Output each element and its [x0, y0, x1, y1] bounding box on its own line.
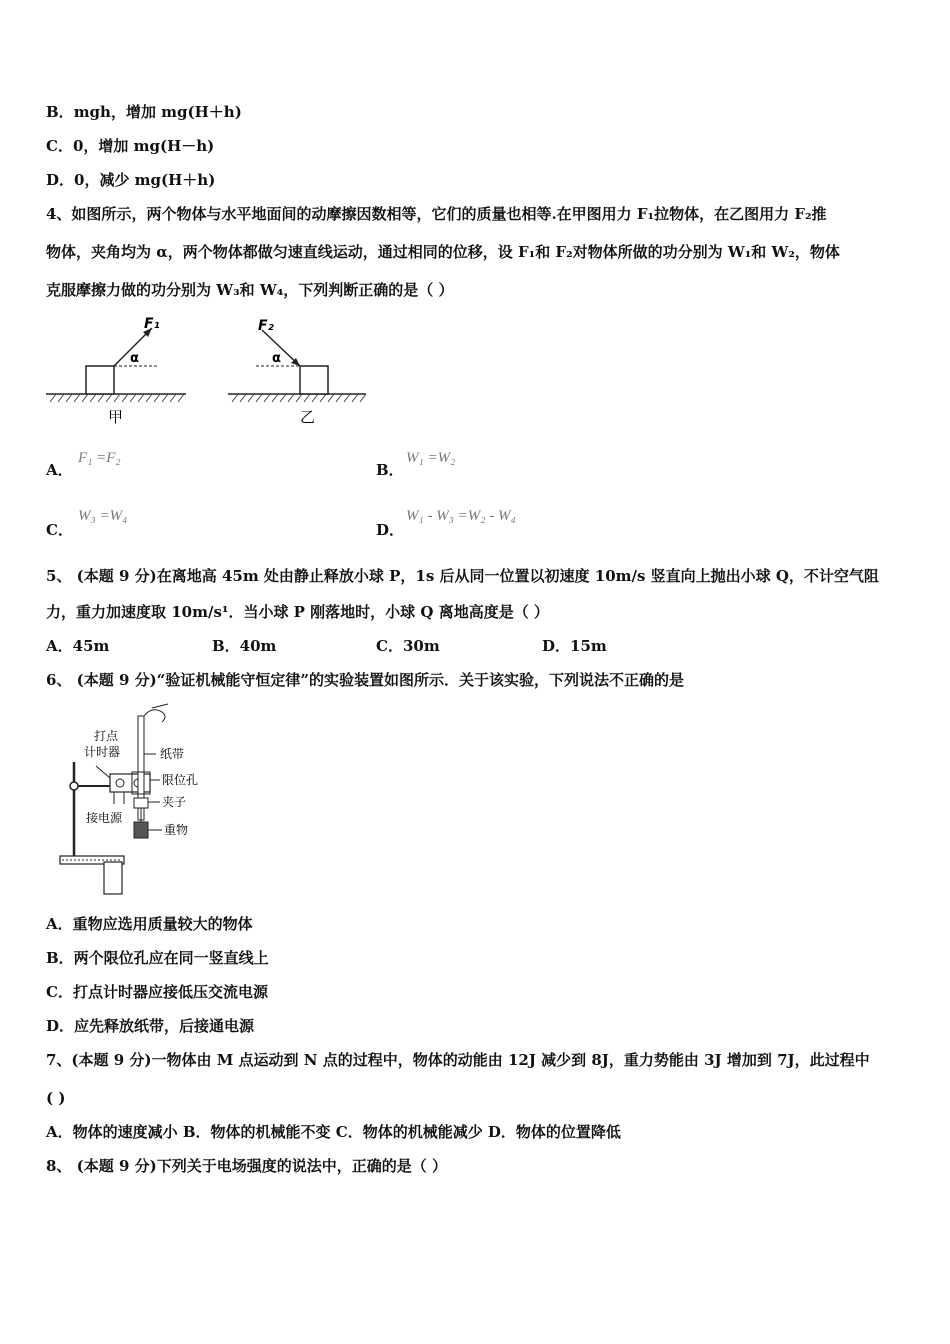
right-angle-label: α	[272, 351, 281, 366]
f2-label: F₂	[258, 318, 274, 334]
power-label: 接电源	[86, 811, 123, 825]
q3-option-c	[46, 136, 214, 156]
q4-option-c-label: C．	[46, 521, 73, 539]
q5-stem-line1: 5、 (本题 9 分)在离地高 45m 处由静止释放小球 P，1s 后从同一位置以初速度 10m/s 竖直向上抛出小球 Q，不计空气阻	[46, 567, 879, 585]
q6-option-c: C．打点计时器应接低压交流电源	[46, 983, 268, 1001]
q4-option-d-label: D．	[376, 521, 405, 539]
q4-option-b-formula: W₁ =W₂	[406, 450, 456, 466]
q5-option-b: B．40m	[212, 637, 277, 655]
left-caption: 甲	[108, 408, 124, 426]
q5-option-c: C．30m	[376, 637, 440, 655]
q5-option-a: A．45m	[46, 637, 110, 655]
q6-option-a: A．重物应选用质量较大的物体	[46, 915, 253, 933]
tape-label: 纸带	[160, 747, 185, 761]
q5-stem-line2: 力，重力加速度取 10m/s¹．当小球 P 刚落地时，小球 Q 离地高度是（ ）	[46, 603, 549, 621]
q4-option-b-label: B．	[376, 461, 404, 479]
q3-option-b-text: mgh，增加 mg(H＋h)	[73, 103, 242, 121]
q6-stem-line1: 6、 (本题 9 分)“验证机械能守恒定律”的实验装置如图所示．关于该实验，下列说法不正确的是	[46, 671, 684, 689]
timer-label-line1: 打点	[94, 729, 119, 743]
q6-option-d: D．应先释放纸带，后接通电源	[46, 1017, 255, 1035]
q7-options: A．物体的速度减小 B．物体的机械能不变 C．物体的机械能减少 D．物体的位置降低	[46, 1123, 621, 1141]
weight-label: 重物	[164, 823, 189, 837]
left-angle-label: α	[130, 351, 139, 366]
q3-option-c-text: 0，增加 mg(H－h)	[72, 137, 215, 155]
q7-stem-line2: ( )	[46, 1089, 66, 1107]
right-block	[300, 366, 328, 394]
q6-apparatus-figure	[44, 700, 214, 896]
left-block	[86, 366, 114, 394]
right-caption: 乙	[300, 408, 316, 426]
q3-option-b	[46, 102, 242, 122]
q4-force-figure	[40, 308, 380, 430]
q3-option-d	[46, 170, 215, 190]
q3-option-c-label: C．	[46, 137, 73, 155]
f1-label: F₁	[144, 316, 160, 332]
q4-stem-line2: 物体，夹角均为 α，两个物体都做匀速直线运动，通过相同的位移，设 F₁和 F₂对物体所做的功分别为 W₁和 W₂，物体	[46, 243, 840, 261]
hole-label: 限位孔	[162, 773, 199, 787]
q5-option-d: D．15m	[542, 637, 607, 655]
q3-option-d-label: D．	[46, 171, 75, 189]
timer-label-line2: 计时器	[84, 745, 121, 759]
q8-stem-line1: 8、 (本题 9 分)下列关于电场强度的说法中，正确的是（ ）	[46, 1157, 447, 1175]
q6-option-b: B．两个限位孔应在同一竖直线上	[46, 949, 269, 967]
q4-stem-line3: 克服摩擦力做的功分别为 W₃和 W₄，下列判断正确的是（ ）	[46, 281, 454, 299]
q4-option-d-formula: W₁ - W₃ =W₂ - W₄	[406, 508, 516, 524]
clip-label: 夹子	[162, 795, 187, 809]
q3-option-b-label: B．	[46, 103, 74, 121]
q3-option-d-text: 0，减少 mg(H＋h)	[74, 171, 216, 189]
q4-option-c-formula: W₃ =W₄	[78, 508, 128, 524]
q4-stem-line1: 4、如图所示，两个物体与水平地面间的动摩擦因数相等，它们的质量也相等.在甲图用力 F₁拉物体，在乙图用力 F₂推	[46, 205, 827, 223]
q7-stem-line1: 7、(本题 9 分)一物体由 M 点运动到 N 点的过程中，物体的动能由 12J 减少到 8J，重力势能由 3J 增加到 7J，此过程中	[46, 1051, 870, 1069]
q4-option-a-label: A．	[46, 461, 73, 479]
q4-option-a-formula: F₁ =F₂	[78, 450, 121, 466]
